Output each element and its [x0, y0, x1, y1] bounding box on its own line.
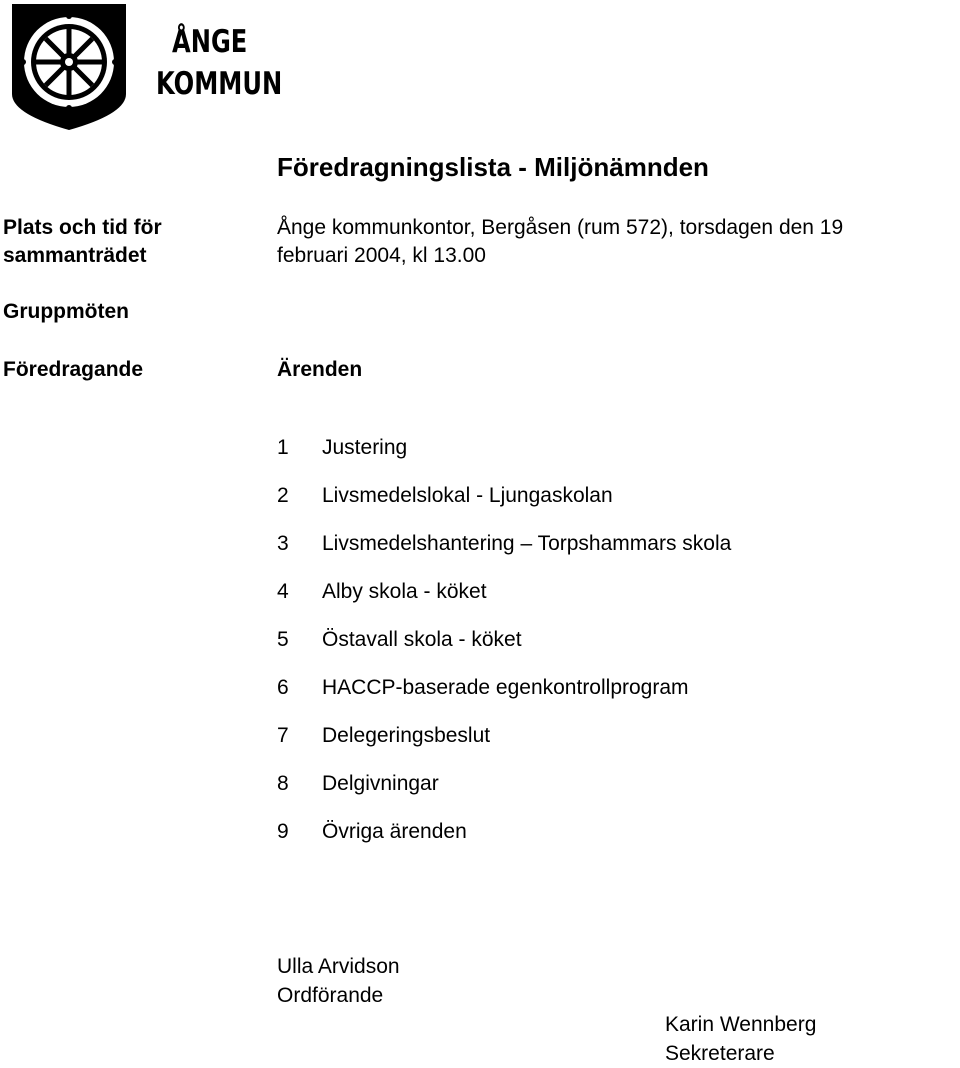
secretary-role: Sekreterare — [665, 1042, 775, 1065]
agenda-item-number: 5 — [277, 628, 289, 651]
agenda-item-text: Justering — [322, 436, 408, 459]
agenda-item-number: 3 — [277, 532, 289, 555]
agenda-item-text: Delegeringsbeslut — [322, 724, 491, 747]
agenda-item — [277, 770, 731, 818]
agenda-item-text: Östavall skola - köket — [322, 628, 522, 651]
agenda-item — [277, 722, 731, 770]
agenda-item-text: HACCP-baserade egenkontrollprogram — [322, 676, 689, 699]
agenda-item-text: Livsmedelshantering – Torpshammars skola — [322, 532, 732, 555]
agenda-item-text: Alby skola - köket — [322, 580, 487, 603]
agenda-item — [277, 530, 731, 578]
agenda-item-text: Livsmedelslokal - Ljungaskolan — [322, 484, 613, 507]
secretary-signature — [665, 1010, 816, 1068]
logo-text-line2: KOMMUN — [156, 66, 283, 102]
meeting-label — [3, 214, 162, 270]
chair-role: Ordförande — [277, 984, 384, 1007]
presenter-label: Föredragande — [3, 358, 144, 381]
agenda-list — [277, 434, 731, 866]
meeting-label-line2: sammanträdet — [3, 244, 147, 267]
logo-text-line1: ÅNGE — [172, 24, 248, 60]
document-title: Föredragningslista - Miljönämnden — [277, 152, 709, 182]
agenda-item — [277, 818, 731, 866]
secretary-name: Karin Wennberg — [665, 1013, 817, 1036]
agenda-item-number: 6 — [277, 676, 289, 699]
agenda-item — [277, 434, 731, 482]
municipality-shield-logo — [10, 2, 128, 132]
agenda-item-number: 2 — [277, 484, 289, 507]
agenda-item — [277, 482, 731, 530]
meeting-label-line1: Plats och tid för — [3, 216, 162, 239]
agenda-item-text: Övriga ärenden — [322, 820, 467, 843]
agenda-item-number: 4 — [277, 580, 289, 603]
agenda-item-number: 9 — [277, 820, 289, 843]
agenda-item — [277, 578, 731, 626]
venue-line1: Ånge kommunkontor, Bergåsen (rum 572), torsdagen den 19 — [277, 216, 844, 239]
agenda-item-text: Delgivningar — [322, 772, 439, 795]
agenda-item — [277, 674, 731, 722]
items-heading: Ärenden — [277, 358, 363, 381]
chair-name: Ulla Arvidson — [277, 955, 400, 978]
chair-signature — [277, 952, 400, 1010]
agenda-item — [277, 626, 731, 674]
venue-line2: februari 2004, kl 13.00 — [277, 244, 486, 267]
group-meetings-label: Gruppmöten — [3, 300, 129, 323]
agenda-item-number: 1 — [277, 436, 289, 459]
agenda-item-number: 8 — [277, 772, 289, 795]
meeting-venue — [277, 214, 843, 270]
agenda-item-number: 7 — [277, 724, 289, 747]
